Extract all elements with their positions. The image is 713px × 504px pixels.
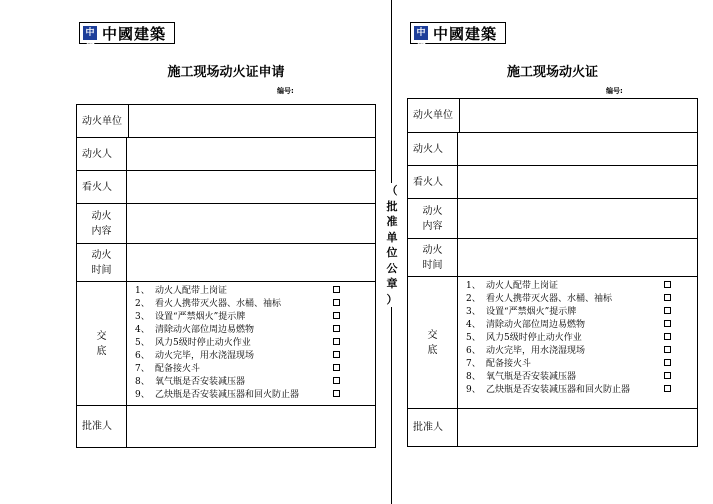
item-number: 4、 — [135, 325, 150, 335]
item-text: 乙炔瓶是否安装减压器和回火防止器 — [155, 390, 300, 400]
field-watcher[interactable] — [127, 171, 375, 203]
row-person — [77, 138, 375, 171]
item-number: 8、 — [466, 372, 481, 382]
label-content — [408, 199, 458, 238]
row-briefing — [408, 277, 697, 409]
item-number: 3、 — [135, 312, 150, 322]
list-item — [466, 369, 697, 382]
checkbox[interactable] — [664, 333, 671, 340]
company-logo — [79, 22, 175, 52]
label-briefing-text: 交底 — [96, 330, 107, 357]
item-text: 乙炔瓶是否安装减压器和回火防止器 — [486, 385, 631, 395]
item-text: 动火完毕，用水浇湿现场 — [155, 351, 255, 361]
form-table — [407, 98, 698, 447]
row-content — [408, 199, 697, 239]
list-item — [135, 309, 375, 322]
list-item — [466, 382, 697, 395]
list-item — [135, 361, 375, 374]
list-item — [135, 296, 375, 309]
item-number: 4、 — [466, 320, 481, 330]
logo-mark-icon: 中建 — [83, 26, 97, 40]
checkbox[interactable] — [664, 320, 671, 327]
field-person[interactable] — [127, 138, 375, 170]
stamp-char: ） — [386, 292, 398, 306]
label-approver: 批准人 — [77, 406, 127, 447]
checkbox[interactable] — [333, 338, 340, 345]
label-briefing — [408, 277, 458, 408]
item-text: 动火完毕，用水浇湿现场 — [486, 346, 586, 356]
row-watcher — [408, 166, 697, 199]
checkbox[interactable] — [333, 325, 340, 332]
checkbox[interactable] — [333, 351, 340, 358]
item-number: 7、 — [135, 364, 150, 374]
checkbox[interactable] — [333, 312, 340, 319]
form-table — [76, 104, 376, 448]
list-item — [466, 291, 697, 304]
label-person: 动火人 — [77, 138, 127, 170]
number-label: 编号: — [606, 87, 623, 95]
stamp-char: （ — [386, 184, 398, 197]
label-watcher: 看火人 — [408, 166, 458, 198]
item-number: 3、 — [466, 307, 481, 317]
field-time[interactable] — [127, 244, 375, 281]
field-unit[interactable] — [129, 105, 375, 137]
list-item — [466, 330, 697, 343]
instruction-list — [127, 282, 375, 405]
checkbox[interactable] — [664, 294, 671, 301]
checkbox[interactable] — [333, 364, 340, 371]
logo-text: 中國建築 — [102, 24, 167, 43]
field-watcher[interactable] — [458, 166, 697, 198]
label-briefing — [77, 282, 127, 405]
item-text: 看火人携带灭火器、水桶、袖标 — [486, 294, 613, 304]
row-briefing — [77, 282, 375, 406]
list-item — [466, 317, 697, 330]
application-form-panel — [76, 0, 376, 504]
row-person — [408, 133, 697, 166]
label-briefing-text: 交底 — [427, 329, 438, 356]
item-number: 6、 — [466, 346, 481, 356]
item-text: 配备接火斗 — [486, 359, 532, 369]
row-time — [408, 239, 697, 277]
list-item — [135, 335, 375, 348]
item-text: 设置“严禁烟火”提示牌 — [155, 312, 246, 322]
label-time — [408, 239, 458, 276]
field-approver[interactable] — [127, 406, 375, 447]
field-approver[interactable] — [458, 409, 697, 446]
list-item — [466, 356, 697, 369]
stamp-char: 章 — [386, 277, 398, 290]
item-text: 动火人配带上岗证 — [486, 281, 559, 291]
checkbox[interactable] — [664, 281, 671, 288]
checkbox[interactable] — [333, 286, 340, 293]
row-watcher — [77, 171, 375, 204]
item-text: 配备接火斗 — [155, 364, 201, 374]
item-text: 清除动火部位周边易燃物 — [486, 320, 586, 330]
field-content[interactable] — [458, 199, 697, 238]
stamp-char: 准 — [386, 215, 398, 228]
row-content — [77, 204, 375, 244]
item-text: 氧气瓶是否安装减压器 — [155, 377, 246, 387]
item-text: 风力5级时停止动火作业 — [155, 338, 251, 348]
list-item — [466, 304, 697, 317]
item-number: 5、 — [466, 333, 481, 343]
item-number: 1、 — [135, 286, 150, 296]
item-number: 2、 — [135, 299, 150, 309]
item-text: 氧气瓶是否安装减压器 — [486, 372, 577, 382]
checkbox[interactable] — [664, 307, 671, 314]
item-text: 风力5级时停止动火作业 — [486, 333, 582, 343]
logo-mark-icon: 中建 — [414, 26, 428, 40]
label-content-text: 动火内容 — [422, 205, 443, 232]
label-person: 动火人 — [408, 133, 458, 165]
list-item — [466, 278, 697, 291]
list-item — [135, 348, 375, 361]
list-item — [135, 387, 375, 400]
row-unit — [77, 105, 375, 138]
list-item — [466, 343, 697, 356]
company-logo — [410, 22, 506, 52]
form-title: 施工现场动火证 — [506, 65, 598, 80]
stamp-char: 公 — [386, 261, 398, 275]
row-approver — [77, 406, 375, 447]
item-number: 7、 — [466, 359, 481, 369]
item-number: 6、 — [135, 351, 150, 361]
logo-text: 中國建築 — [433, 24, 498, 43]
instruction-list — [458, 277, 697, 408]
checkbox[interactable] — [664, 372, 671, 379]
row-approver — [408, 409, 697, 446]
checkbox[interactable] — [333, 377, 340, 384]
approval-seal-note — [384, 183, 400, 307]
label-time-text: 动火时间 — [422, 244, 443, 271]
item-number: 1、 — [466, 281, 481, 291]
list-item — [135, 322, 375, 335]
checkbox[interactable] — [333, 390, 340, 397]
field-unit[interactable] — [460, 99, 697, 132]
checkbox[interactable] — [664, 346, 671, 353]
item-number: 5、 — [135, 338, 150, 348]
field-content[interactable] — [127, 204, 375, 243]
field-person[interactable] — [458, 133, 697, 165]
item-number: 2、 — [466, 294, 481, 304]
checkbox[interactable] — [333, 299, 340, 306]
label-unit: 动火单位 — [408, 99, 460, 132]
item-text: 清除动火部位周边易燃物 — [155, 325, 255, 335]
item-text: 看火人携带灭火器、水桶、袖标 — [155, 299, 282, 309]
permit-panel — [407, 0, 698, 504]
label-time — [77, 244, 127, 281]
number-label: 编号: — [277, 87, 294, 95]
label-watcher: 看火人 — [77, 171, 127, 203]
label-content-text: 动火内容 — [91, 210, 112, 237]
label-unit: 动火单位 — [77, 105, 129, 137]
item-text: 动火人配带上岗证 — [155, 286, 228, 296]
stamp-char: 单 — [386, 230, 398, 244]
checkbox[interactable] — [664, 385, 671, 392]
field-time[interactable] — [458, 239, 697, 276]
list-item — [135, 374, 375, 387]
label-approver: 批准人 — [408, 409, 458, 446]
row-time — [77, 244, 375, 282]
item-number: 8、 — [135, 377, 150, 387]
stamp-char: 位 — [386, 246, 398, 259]
stamp-char: 批 — [386, 199, 398, 213]
item-number: 9、 — [135, 390, 150, 400]
item-text: 设置“严禁烟火”提示牌 — [486, 307, 577, 317]
list-item — [135, 283, 375, 296]
item-number: 9、 — [466, 385, 481, 395]
form-title: 施工现场动火证申请 — [167, 65, 285, 80]
checkbox[interactable] — [664, 359, 671, 366]
label-content — [77, 204, 127, 243]
row-unit — [408, 99, 697, 133]
label-time-text: 动火时间 — [91, 249, 112, 276]
